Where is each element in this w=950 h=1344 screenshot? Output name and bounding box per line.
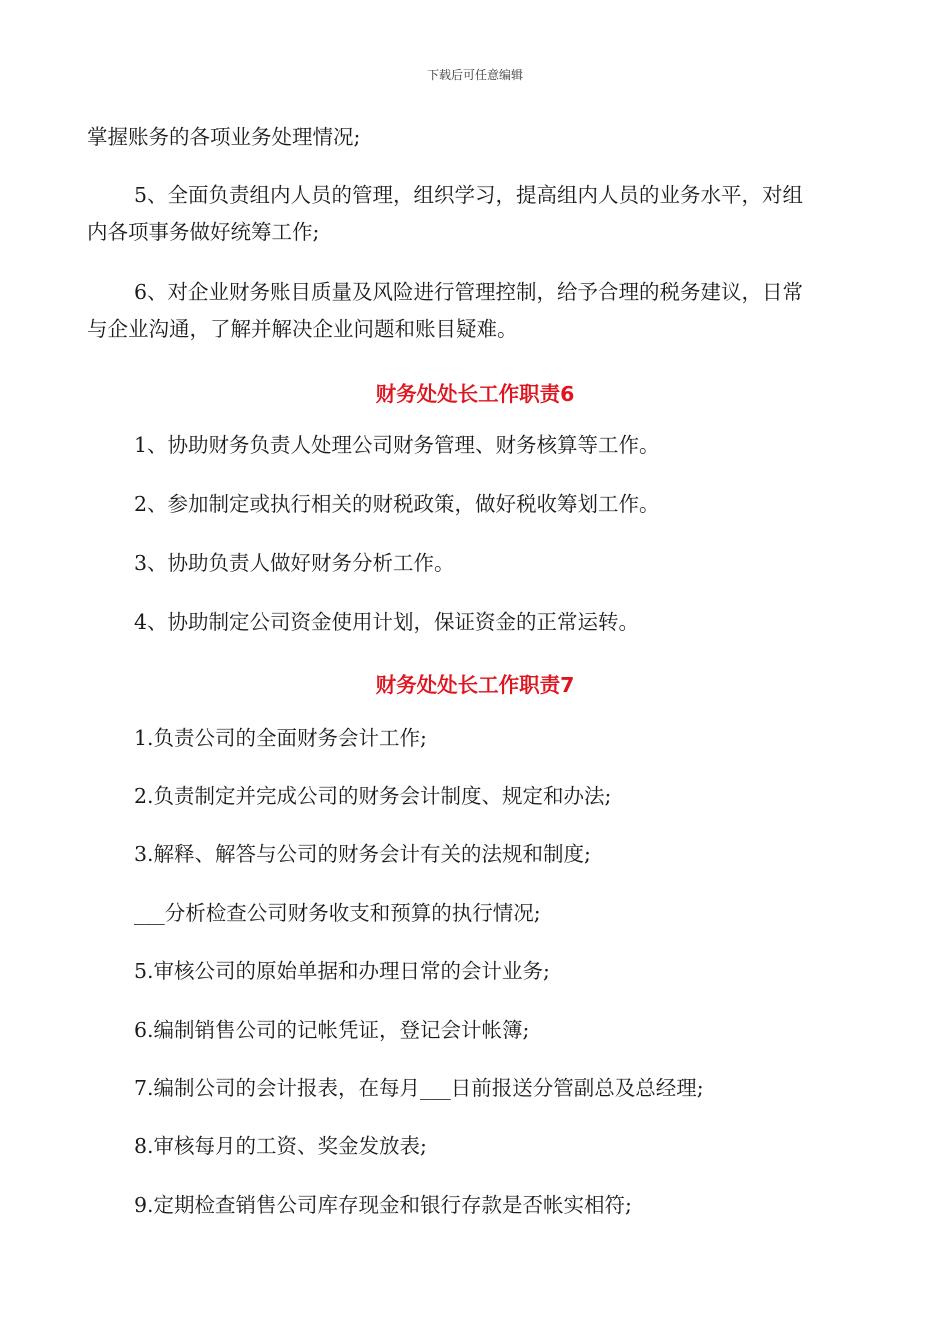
list-item: 4、协助制定公司资金使用计划，保证资金的正常运转。 — [134, 610, 640, 634]
list-item: 7.编制公司的会计报表，在每月___日前报送分管副总及总经理; — [134, 1076, 704, 1100]
list-item: 3、协助负责人做好财务分析工作。 — [134, 551, 455, 575]
paragraph-line: 内各项事务做好统筹工作; — [87, 220, 320, 244]
section-heading-7: 财务处处长工作职责7 — [375, 673, 575, 697]
list-item: 5.审核公司的原始单据和办理日常的会计业务; — [134, 959, 550, 983]
page-header: 下载后可任意编辑 — [426, 68, 523, 82]
list-item: 8.审核每月的工资、奖金发放表; — [134, 1134, 427, 1158]
list-item: 2、参加制定或执行相关的财税政策，做好税收筹划工作。 — [134, 492, 660, 516]
list-item: 2.负责制定并完成公司的财务会计制度、规定和办法; — [134, 784, 612, 808]
list-item: 1.负责公司的全面财务会计工作; — [134, 726, 427, 750]
list-item: 9.定期检查销售公司库存现金和银行存款是否帐实相符; — [134, 1193, 632, 1217]
paragraph-line: 掌握账务的各项业务处理情况; — [87, 125, 361, 149]
paragraph-line: 5、全面负责组内人员的管理，组织学习，提高组内人员的业务水平，对组 — [134, 183, 804, 207]
section-heading-6: 财务处处长工作职责6 — [375, 382, 575, 406]
list-item: 3.解释、解答与公司的财务会计有关的法规和制度; — [134, 842, 591, 866]
paragraph-line: 与企业沟通，了解并解决企业问题和账目疑难。 — [87, 317, 518, 341]
paragraph-line: 6、对企业财务账目质量及风险进行管理控制，给予合理的税务建议，日常 — [134, 280, 804, 304]
list-item: 6.编制销售公司的记帐凭证，登记会计帐簿; — [134, 1018, 530, 1042]
list-item: ___分析检查公司财务收支和预算的执行情况; — [134, 901, 541, 925]
list-item: 1、协助财务负责人处理公司财务管理、财务核算等工作。 — [134, 433, 660, 457]
